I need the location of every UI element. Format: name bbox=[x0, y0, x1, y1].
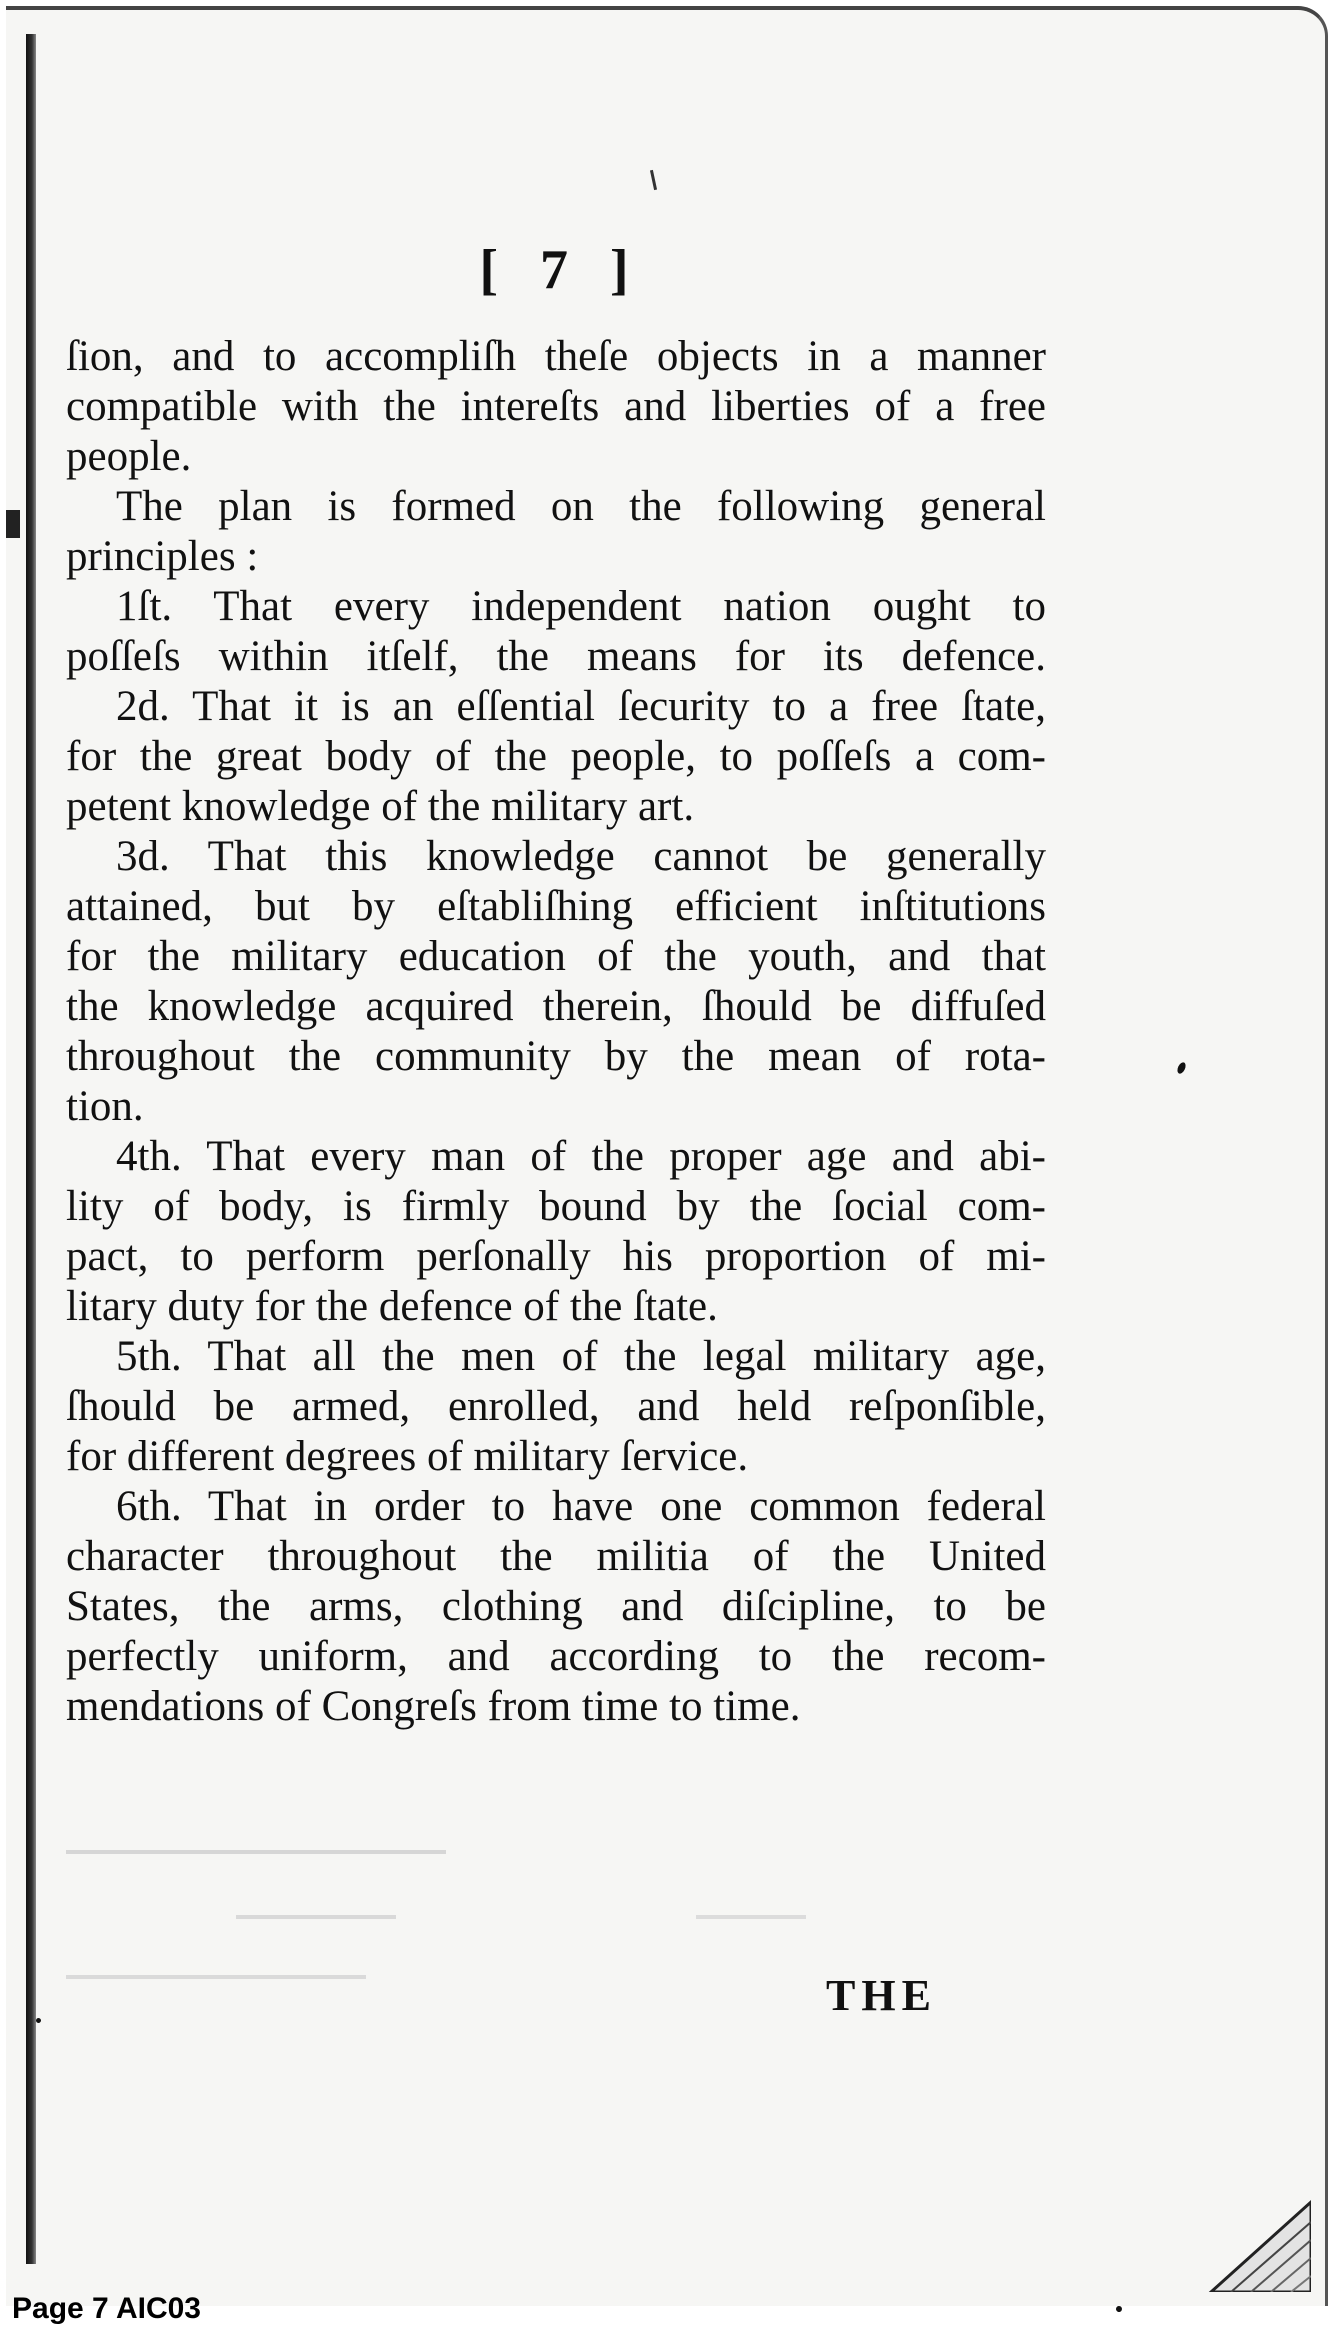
text-line: for the great body of the people, to poſſeſs a com- bbox=[66, 733, 1046, 780]
text-line: for the military education of the youth, and that bbox=[66, 933, 1046, 980]
text-line: people. bbox=[66, 433, 192, 480]
catchword: THE bbox=[826, 1971, 937, 2020]
text-line: 2d. That it is an eſſential ſecurity to a free ſtate, bbox=[116, 683, 1046, 730]
text-line: perfectly uniform, and according to the recom- bbox=[66, 1633, 1046, 1680]
text-line: compatible with the intereſts and liberties of a free bbox=[66, 383, 1046, 430]
text-line: 4th. That every man of the proper age and abi- bbox=[116, 1133, 1046, 1180]
page-number: [ 7 ] bbox=[479, 239, 643, 301]
text-line: attained, but by eſtabliſhing efficient inſtitutions bbox=[66, 883, 1046, 930]
text-line: pact, to perform perſonally his proportion of mi- bbox=[66, 1233, 1046, 1280]
text-line: tion. bbox=[66, 1083, 144, 1130]
body-text bbox=[66, 332, 1046, 1732]
text-line: 5th. That all the men of the legal military age, bbox=[116, 1333, 1046, 1380]
text-line: ſion, and to accompliſh theſe objects in a manner bbox=[66, 333, 1046, 380]
text-line: poſſeſs within itſelf, the means for its defence. bbox=[66, 633, 1046, 680]
text-line: 1ſt. That every independent nation ought to bbox=[116, 583, 1046, 630]
page-corner-fold bbox=[1191, 2182, 1311, 2292]
bleed-through bbox=[236, 1915, 396, 1919]
ink-speck bbox=[1115, 2305, 1123, 2313]
text-line: petent knowledge of the military art. bbox=[66, 783, 695, 830]
text-line: principles : bbox=[66, 533, 259, 580]
ink-speck bbox=[35, 2017, 42, 2024]
text-line: litary duty for the defence of the ſtate. bbox=[66, 1283, 718, 1330]
ink-speck bbox=[1176, 1061, 1187, 1075]
binding-edge bbox=[26, 34, 36, 2264]
scanned-page bbox=[6, 6, 1328, 2306]
text-line: 3d. That this knowledge cannot be generally bbox=[116, 833, 1046, 880]
bleed-through bbox=[66, 1850, 446, 1854]
text-line: for different degrees of military ſervice. bbox=[66, 1433, 749, 1480]
text-line: mendations of Congreſs from time to time. bbox=[66, 1683, 801, 1730]
text-line: character throughout the militia of the United bbox=[66, 1533, 1046, 1580]
bleed-through bbox=[696, 1915, 806, 1919]
text-line: lity of body, is firmly bound by the ſocial com- bbox=[66, 1183, 1046, 1230]
bleed-through bbox=[66, 1975, 366, 1979]
text-line: throughout the community by the mean of rota- bbox=[66, 1033, 1046, 1080]
text-line: States, the arms, clothing and diſcipline, to be bbox=[66, 1583, 1046, 1630]
binding-mark bbox=[6, 510, 20, 538]
text-line: The plan is formed on the following general bbox=[116, 483, 1046, 530]
text-line: ſhould be armed, enrolled, and held reſponſible, bbox=[66, 1383, 1046, 1430]
text-line: 6th. That in order to have one common federal bbox=[116, 1483, 1046, 1530]
page-caption: Page 7 AIC03 bbox=[12, 2292, 201, 2325]
text-line: the knowledge acquired therein, ſhould be diffuſed bbox=[66, 983, 1046, 1030]
ink-mark bbox=[650, 170, 657, 190]
